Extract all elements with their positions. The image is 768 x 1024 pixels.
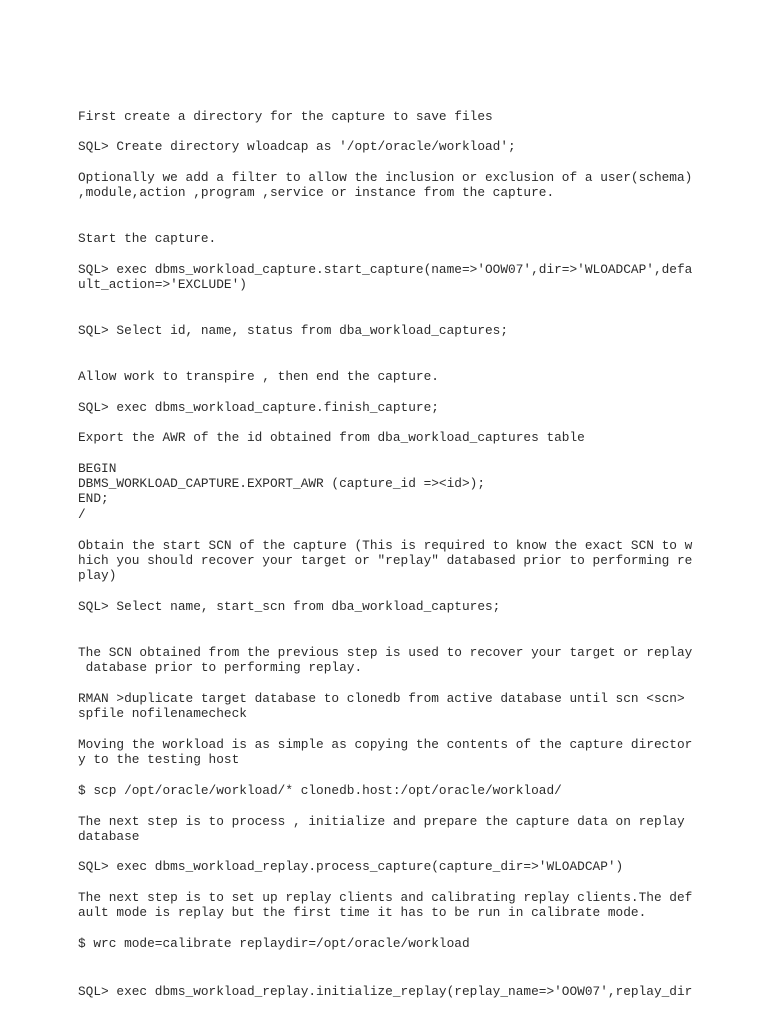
sql-command: SQL> Create directory wloadcap as '/opt/oracle/workload'; xyxy=(78,139,516,154)
shell-command: $ wrc mode=calibrate replaydir=/opt/oracle/workload xyxy=(78,936,470,951)
instruction-text: The next step is to process , initialize and prepare the capture data on replay xyxy=(78,814,685,829)
instruction-text: Start the capture. xyxy=(78,231,217,246)
instruction-text: The next step is to set up replay clients and calibrating replay clients.The def xyxy=(78,890,693,905)
instruction-text: Export the AWR of the id obtained from dba_workload_captures table xyxy=(78,430,585,445)
instruction-text: Optionally we add a filter to allow the inclusion or exclusion of a user(schema) xyxy=(78,170,693,185)
plsql-block-line: END; xyxy=(78,491,109,506)
plsql-block-line: / xyxy=(78,507,86,522)
instruction-text: database prior to performing replay. xyxy=(78,660,363,675)
sql-command: SQL> Select name, start_scn from dba_workload_captures; xyxy=(78,599,501,614)
rman-command: RMAN >duplicate target database to clonedb from active database until scn <scn> xyxy=(78,691,685,706)
instruction-text: y to the testing host xyxy=(78,752,240,767)
sql-command: SQL> exec dbms_workload_capture.finish_capture; xyxy=(78,400,439,415)
instruction-text: ault mode is replay but the first time it has to be run in calibrate mode. xyxy=(78,905,647,920)
shell-command: $ scp /opt/oracle/workload/* clonedb.host:/opt/oracle/workload/ xyxy=(78,783,562,798)
rman-command: spfile nofilenamecheck xyxy=(78,706,247,721)
instruction-text: Moving the workload is as simple as copying the contents of the capture director xyxy=(78,737,693,752)
sql-command: SQL> exec dbms_workload_replay.initialize_replay(replay_name=>'OOW07',replay_dir xyxy=(78,984,693,999)
instruction-text: play) xyxy=(78,568,117,583)
instruction-text: ,module,action ,program ,service or instance from the capture. xyxy=(78,185,555,200)
instruction-text: database xyxy=(78,829,140,844)
plsql-block-line: DBMS_WORKLOAD_CAPTURE.EXPORT_AWR (capture_id =><id>); xyxy=(78,476,486,491)
instruction-text: hich you should recover your target or "replay" databased prior to performing re xyxy=(78,553,693,568)
instruction-text: Allow work to transpire , then end the capture. xyxy=(78,369,439,384)
instruction-text: First create a directory for the capture to save files xyxy=(78,109,493,124)
sql-command: SQL> exec dbms_workload_capture.start_capture(name=>'OOW07',dir=>'WLOADCAP',defa xyxy=(78,262,693,277)
sql-command: SQL> exec dbms_workload_replay.process_capture(capture_dir=>'WLOADCAP') xyxy=(78,859,624,874)
sql-command: ult_action=>'EXCLUDE') xyxy=(78,277,247,292)
sql-command: SQL> Select id, name, status from dba_workload_captures; xyxy=(78,323,509,338)
instruction-text: The SCN obtained from the previous step is used to recover your target or replay xyxy=(78,645,693,660)
plsql-block-line: BEGIN xyxy=(78,461,117,476)
instruction-text: Obtain the start SCN of the capture (This is required to know the exact SCN to w xyxy=(78,538,693,553)
